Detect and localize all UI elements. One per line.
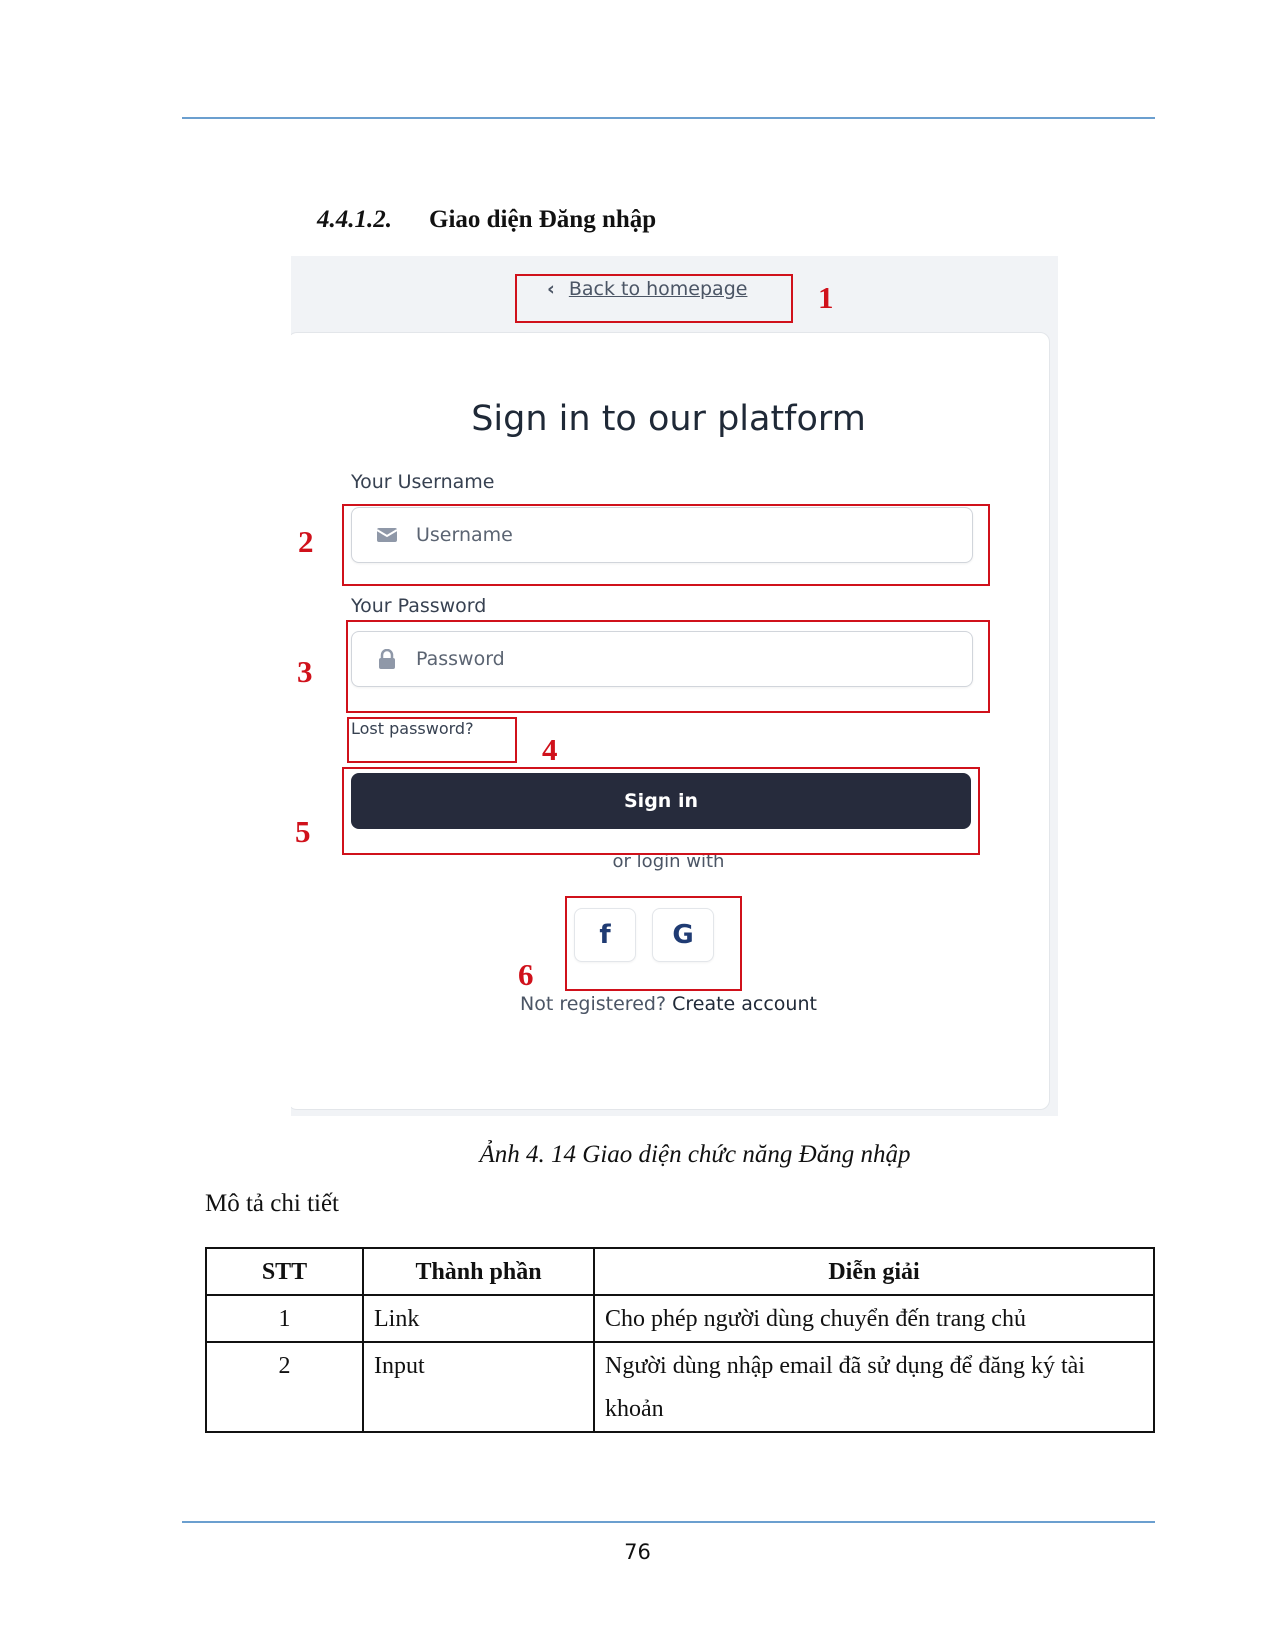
back-link-label: Back to homepage <box>568 278 748 300</box>
table-cell: Cho phép người dùng chuyển đến trang chủ <box>594 1295 1154 1342</box>
annotation-box-6 <box>565 896 742 991</box>
table-header: STT <box>206 1248 363 1295</box>
password-label: Your Password <box>351 595 487 617</box>
table-header-row <box>206 1248 1154 1295</box>
annotation-box-5 <box>342 767 980 855</box>
annotation-box-4 <box>347 717 517 763</box>
section-heading <box>317 206 656 234</box>
table-cell: 1 <box>206 1295 363 1342</box>
figure-caption: Ảnh 4. 14 Giao diện chức năng Đăng nhập <box>479 1141 911 1168</box>
username-label: Your Username <box>351 471 495 493</box>
sign-in-button[interactable]: Sign in <box>351 773 971 829</box>
header-rule <box>182 117 1155 119</box>
annotation-number-3: 3 <box>297 654 313 689</box>
annotation-box-3 <box>346 620 990 713</box>
table-row <box>206 1295 1154 1342</box>
table-cell: Link <box>363 1295 594 1342</box>
annotation-number-6: 6 <box>518 957 534 992</box>
create-account-link[interactable]: Create account <box>672 993 817 1015</box>
not-registered-text <box>291 993 1049 1015</box>
page-number: 76 <box>624 1540 651 1564</box>
description-heading: Mô tả chi tiết <box>205 1190 339 1217</box>
section-title: Giao diện Đăng nhập <box>429 206 657 233</box>
annotation-number-1: 1 <box>818 280 834 315</box>
table-cell: Người dùng nhập email đã sử dụng để đăng ký tài khoản <box>594 1342 1154 1432</box>
google-icon: G <box>672 920 694 950</box>
footer-rule <box>182 1521 1155 1523</box>
table-row <box>206 1342 1154 1432</box>
table-cell: 2 <box>206 1342 363 1432</box>
annotation-number-2: 2 <box>298 524 314 559</box>
login-title: Sign in to our platform <box>471 399 866 439</box>
section-number: 4.4.1.2. <box>317 206 392 233</box>
annotation-number-4: 4 <box>542 732 558 767</box>
annotation-box-1 <box>515 274 793 323</box>
lost-password-link[interactable]: Lost password? <box>351 719 474 738</box>
component-table <box>205 1247 1155 1433</box>
not-registered-label: Not registered? <box>520 993 667 1015</box>
chevron-left-icon: ‹ <box>547 278 555 300</box>
annotation-box-2 <box>342 504 990 586</box>
facebook-icon: f <box>599 920 611 950</box>
table-cell: Input <box>363 1342 594 1432</box>
table-header: Thành phần <box>363 1248 594 1295</box>
table-header: Diễn giải <box>594 1248 1154 1295</box>
or-login-with-text: or login with <box>612 851 725 872</box>
annotation-number-5: 5 <box>295 814 311 849</box>
